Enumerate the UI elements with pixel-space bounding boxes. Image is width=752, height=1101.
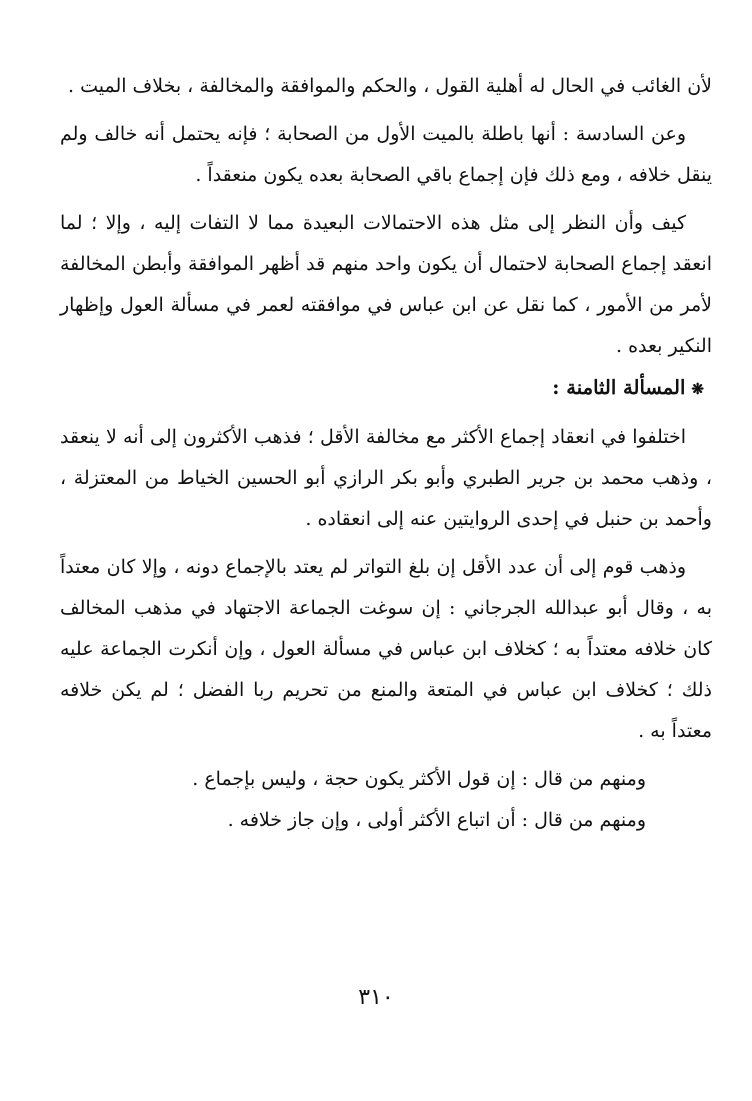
paragraph-3: كيف وأن النظر إلى مثل هذه الاحتمالات البعيدة مما لا التفات إليه ، وإلا ؛ لما انعقد إجماع الصحابة لاحتمال أن يكون واحد منهم قد أظهر الموافقة وأبطن المخالفة لأمر من الأمور ، كما نقل عن ابن عباس في موافقته لعمر في مسألة العول وإظهار النكير بعده . xyxy=(60,212,712,357)
paragraph-5: وذهب قوم إلى أن عدد الأقل إن بلغ التواتر لم يعتد بالإجماع دونه ، وإلا كان معتداً به ، وقال أبو عبدالله الجرجاني : إن سوغت الجماعة الاجتهاد في مذهب المخالف كان خلافه معتداً به ؛ كخلاف ابن عباس في مسألة العول ، وإن أنكرت الجماعة عليه ذلك ؛ كخلاف ابن عباس في المتعة والمنع من تحريم ربا الفضل ؛ لم يكن خلافه معتداً به . xyxy=(60,556,712,742)
page-number: ٣١٠ xyxy=(358,985,394,1010)
paragraph-6: ومنهم من قال : إن قول الأكثر يكون حجة ، وليس بإجماع . xyxy=(192,768,646,790)
paragraph-2: وعن السادسة : أنها باطلة بالميت الأول من الصحابة ؛ فإنه يحتمل أنه خالف ولم ينقل خلافه ، ومع ذلك فإن إجماع باقي الصحابة بعده يكون منعقداً . xyxy=(60,123,712,186)
page-body xyxy=(60,66,712,841)
section-heading-text: المسألة الثامنة : xyxy=(552,376,686,399)
paragraph-4: اختلفوا في انعقاد إجماع الأكثر مع مخالفة الأقل ؛ فذهب الأكثرون إلى أنه لا ينعقد ، وذهب محمد بن جرير الطبري وأبو بكر الرازي أبو الحسين الخياط من المعتزلة ، وأحمد بن حنبل في إحدى الروايتين عنه إلى انعقاده . xyxy=(60,426,712,530)
asterisk-bullet-icon: ❋ xyxy=(691,380,704,398)
paragraph-1: لأن الغائب في الحال له أهلية القول ، والحكم والموافقة والمخالفة ، بخلاف الميت . xyxy=(68,75,712,97)
section-heading xyxy=(60,367,712,410)
paragraph-7: ومنهم من قال : أن اتباع الأكثر أولى ، وإن جاز خلافه . xyxy=(227,809,646,831)
